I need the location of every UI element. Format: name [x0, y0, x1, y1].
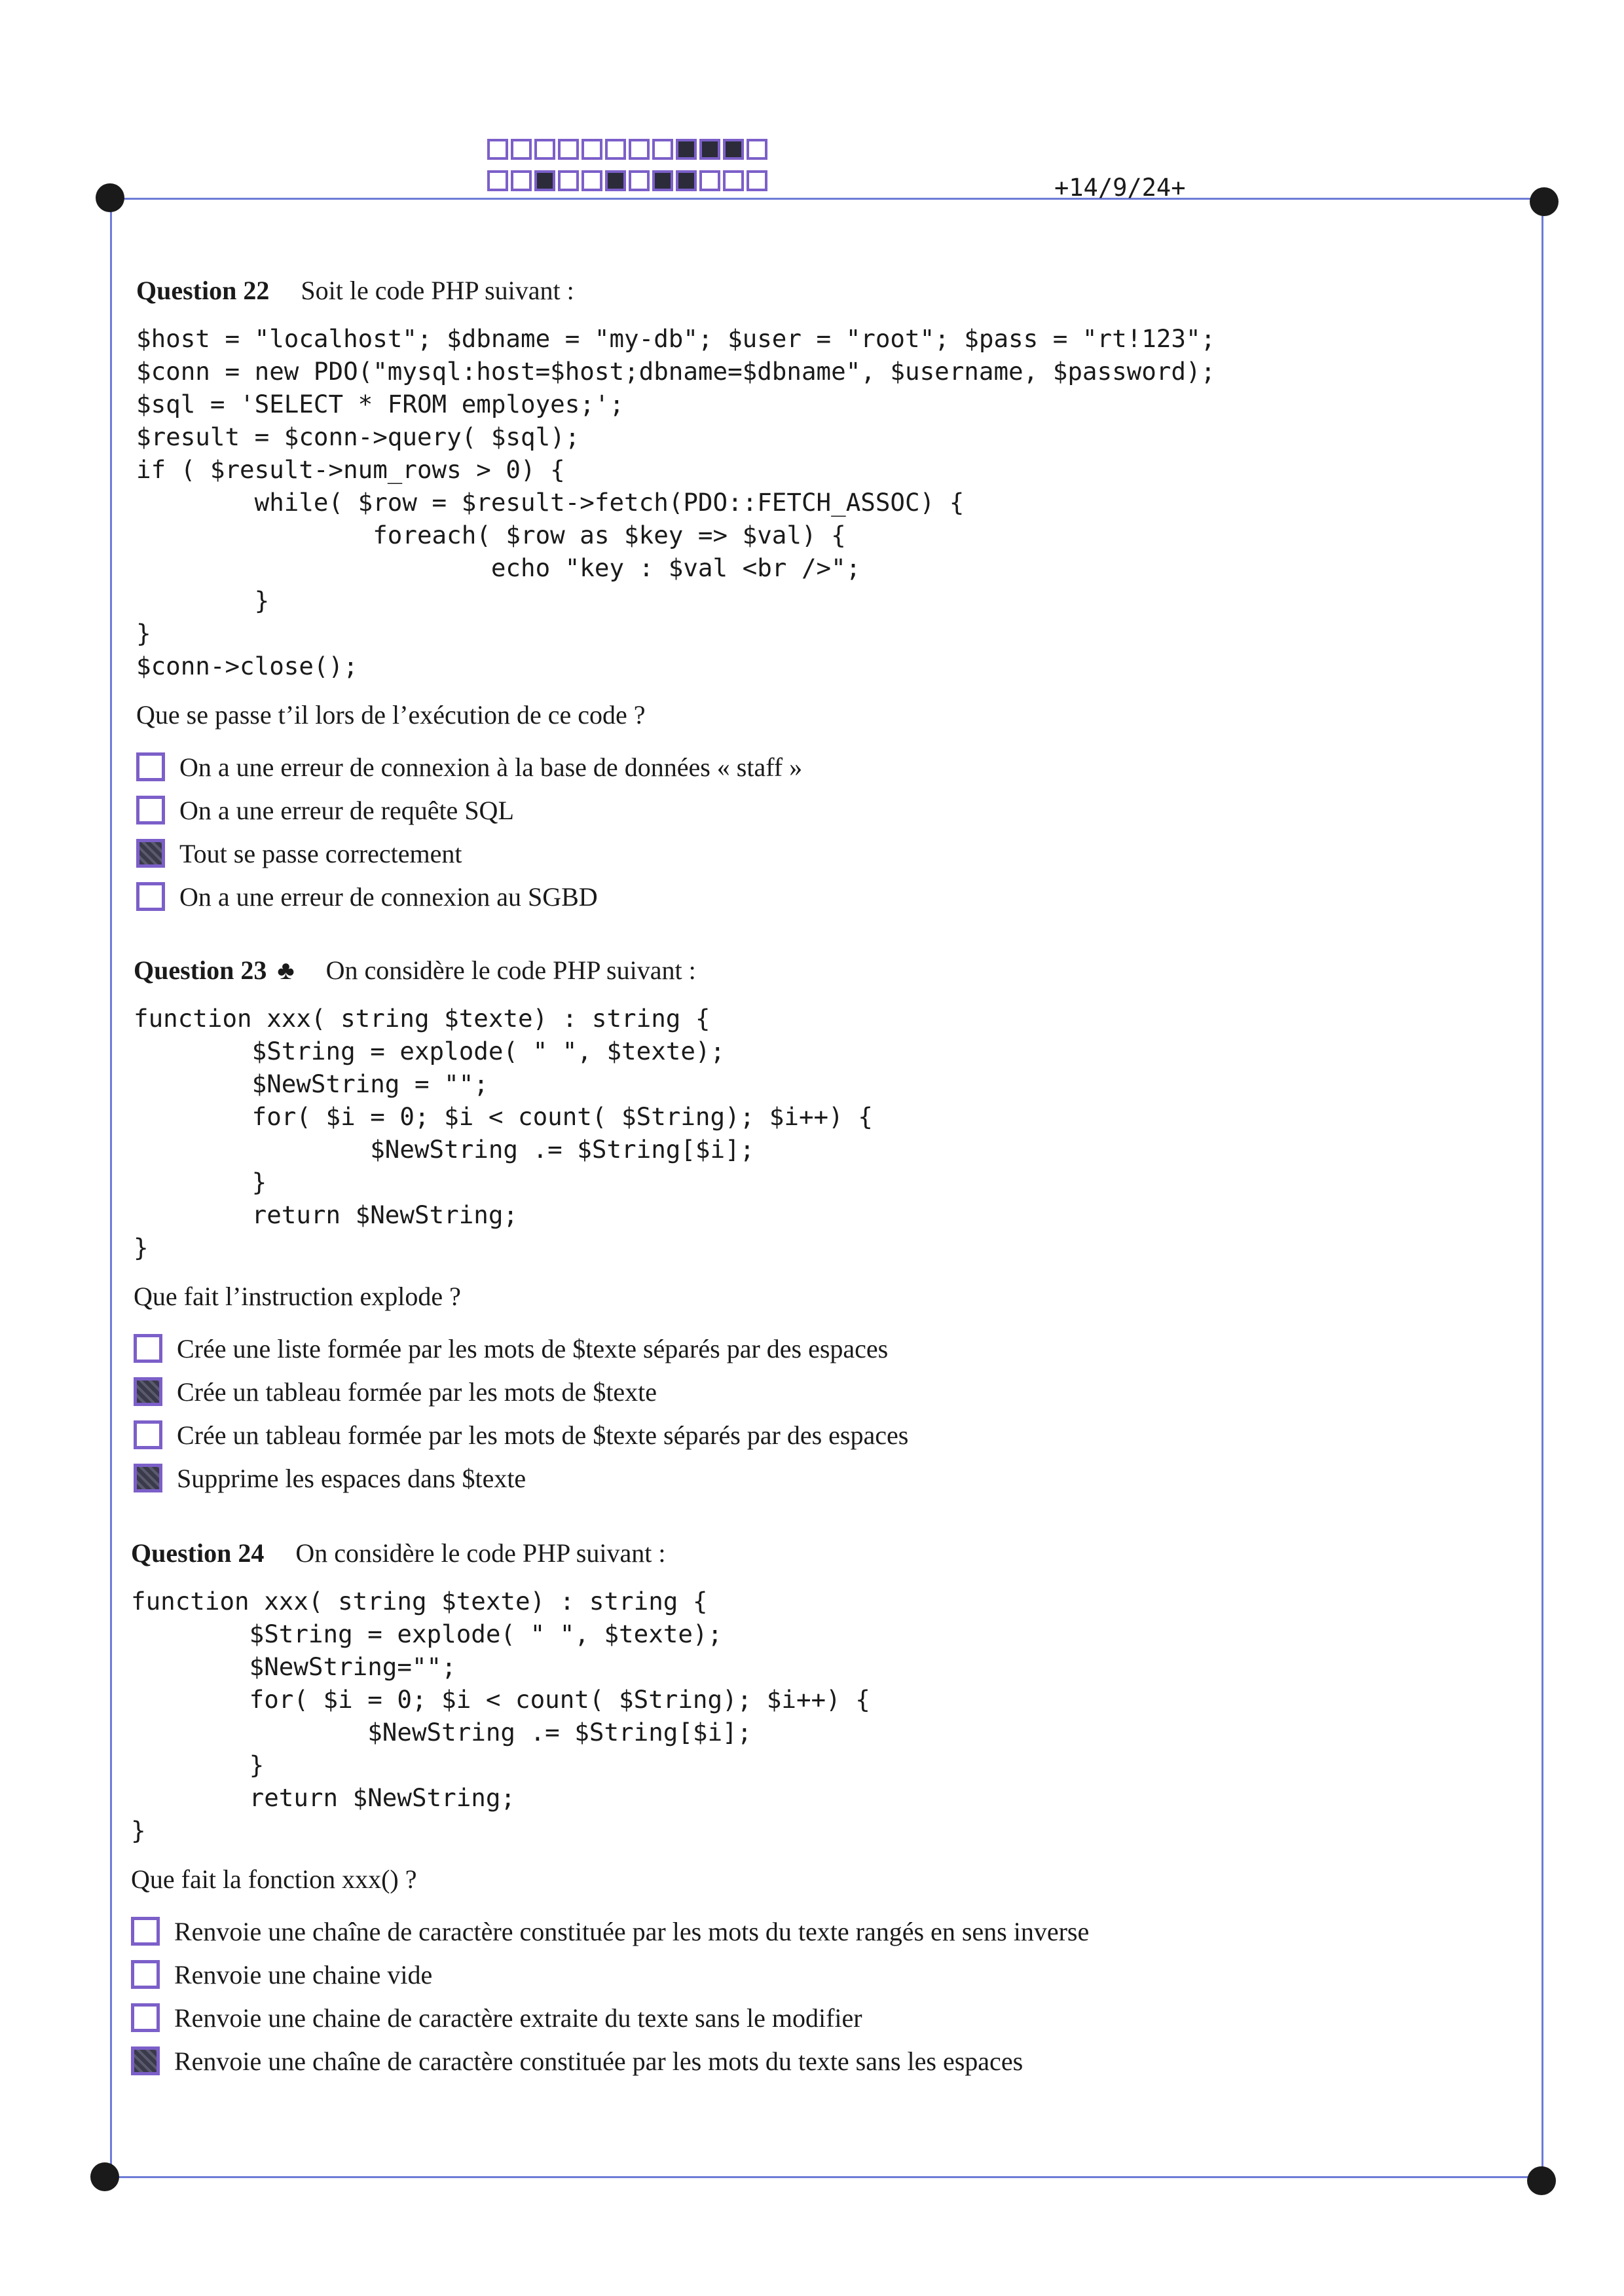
answer-option[interactable]	[134, 1413, 1574, 1456]
answer-option[interactable]	[136, 832, 1577, 875]
id-code-box	[723, 139, 744, 160]
answer-text: Supprime les espaces dans $texte	[177, 1463, 526, 1493]
id-code-box	[558, 170, 579, 191]
frame-left-line	[110, 200, 112, 2177]
answer-list	[131, 1910, 1572, 2083]
checkbox[interactable]	[134, 1464, 162, 1492]
checkbox[interactable]	[136, 839, 165, 868]
answer-option[interactable]	[134, 1370, 1574, 1413]
question-title	[134, 954, 1574, 988]
code-listing: function xxx( string $texte) : string { $String = explode( " ", $texte); $NewString=""; for( $i = 0; $i < count( $String); $i++) { $NewString .= $String[$i]; } return $NewString; }	[131, 1587, 870, 1845]
checkbox[interactable]	[131, 2003, 160, 2032]
answer-list	[134, 1327, 1574, 1500]
id-code-box	[534, 170, 555, 191]
id-code-box	[747, 139, 767, 160]
corner-marker-top-left	[96, 183, 124, 212]
question-title	[136, 274, 1577, 308]
question-title	[131, 1536, 1572, 1570]
checkbox[interactable]	[134, 1334, 162, 1363]
question-intro: On considère le code PHP suivant :	[295, 1538, 666, 1568]
question-22	[136, 274, 1577, 918]
answer-text: Renvoie une chaîne de caractère constituée par les mots du texte rangés en sens inverse	[174, 1916, 1090, 1946]
question-prompt: Que se passe t’il lors de l’exécution de ce code ?	[136, 700, 646, 730]
id-code-box	[487, 139, 508, 160]
id-code-row-2	[487, 170, 770, 191]
page-code: +14/9/24+	[1054, 174, 1186, 202]
code-listing: $host = "localhost"; $dbname = "my-db"; $user = "root"; $pass = "rt!123"; $conn = new PDO("mysql:host=$host;dbname=$dbname", $username, $password); $sql = 'SELECT * FROM employes;'; $result = $conn->query( $sql); if ( $result->num_rows > 0) { while( $row = $result->fetch(PDO::FETCH_ASSOC) { foreach( $row as $key => $val) { echo "key : $val <br />"; } } $conn->close();	[136, 324, 1216, 680]
question-number: Question 23 ♣	[134, 955, 295, 985]
id-code-box	[487, 170, 508, 191]
answer-option[interactable]	[136, 788, 1577, 832]
question-prompt: Que fait l’instruction explode ?	[134, 1282, 461, 1311]
answer-option[interactable]	[131, 1996, 1572, 2039]
id-code-box	[558, 139, 579, 160]
id-code-box	[629, 170, 650, 191]
answer-option[interactable]	[131, 1910, 1572, 1953]
id-code-box	[581, 170, 602, 191]
checkbox[interactable]	[131, 2046, 160, 2075]
answer-text: Tout se passe correctement	[179, 838, 462, 868]
id-code-box	[534, 139, 555, 160]
frame-top-line	[111, 198, 1545, 200]
checkbox[interactable]	[136, 752, 165, 781]
answer-option[interactable]	[131, 2039, 1572, 2083]
id-code-box	[747, 170, 767, 191]
id-code-box	[605, 139, 626, 160]
question-23	[134, 954, 1574, 1500]
checkbox[interactable]	[131, 1917, 160, 1946]
corner-marker-bottom-right	[1527, 2166, 1556, 2195]
answer-text: Crée un tableau formée par les mots de $texte séparés par des espaces	[177, 1420, 909, 1450]
question-prompt: Que fait la fonction xxx() ?	[131, 1864, 417, 1894]
question-intro: On considère le code PHP suivant :	[325, 955, 696, 985]
answer-text: Crée un tableau formée par les mots de $texte	[177, 1377, 657, 1407]
answer-text: Renvoie une chaîne de caractère constituée par les mots du texte sans les espaces	[174, 2046, 1024, 2076]
id-code-box	[652, 170, 673, 191]
checkbox[interactable]	[134, 1420, 162, 1449]
answer-text: Crée une liste formée par les mots de $texte séparés par des espaces	[177, 1333, 889, 1363]
question-number: Question 24	[131, 1538, 265, 1568]
id-code-box	[676, 139, 697, 160]
answer-option[interactable]	[136, 745, 1577, 788]
answer-option[interactable]	[134, 1327, 1574, 1370]
id-code-box	[511, 139, 532, 160]
answer-text: On a une erreur de requête SQL	[179, 795, 514, 825]
question-24	[131, 1536, 1572, 2083]
answer-text: Renvoie une chaine vide	[174, 1959, 433, 1990]
id-code-box	[652, 139, 673, 160]
id-code-box	[699, 170, 720, 191]
answer-option[interactable]	[131, 1953, 1572, 1996]
answer-text: Renvoie une chaine de caractère extraite du texte sans le modifier	[174, 2003, 862, 2033]
question-number: Question 22	[136, 276, 270, 305]
answer-option[interactable]	[136, 875, 1577, 918]
id-code-box	[629, 139, 650, 160]
frame-bottom-line	[105, 2176, 1545, 2178]
answer-text: On a une erreur de connexion à la base de données « staff »	[179, 752, 803, 782]
code-listing: function xxx( string $texte) : string { $String = explode( " ", $texte); $NewString = ""; for( $i = 0; $i < count( $String); $i++) { $NewString .= $String[$i]; } return $NewString; }	[134, 1004, 873, 1262]
checkbox[interactable]	[131, 1960, 160, 1989]
club-icon: ♣	[277, 955, 295, 985]
checkbox[interactable]	[136, 796, 165, 824]
question-intro: Soit le code PHP suivant :	[301, 276, 574, 305]
checkbox[interactable]	[134, 1377, 162, 1406]
answer-text: On a une erreur de connexion au SGBD	[179, 881, 598, 912]
id-code-box	[511, 170, 532, 191]
corner-marker-top-right	[1530, 187, 1559, 216]
answer-list	[136, 745, 1577, 918]
checkbox[interactable]	[136, 882, 165, 911]
id-code-box	[699, 139, 720, 160]
id-code-box	[581, 139, 602, 160]
id-code-box	[676, 170, 697, 191]
id-code-row-1	[487, 139, 770, 160]
id-code-box	[723, 170, 744, 191]
corner-marker-bottom-left	[90, 2162, 119, 2191]
answer-option[interactable]	[134, 1456, 1574, 1500]
id-code-box	[605, 170, 626, 191]
